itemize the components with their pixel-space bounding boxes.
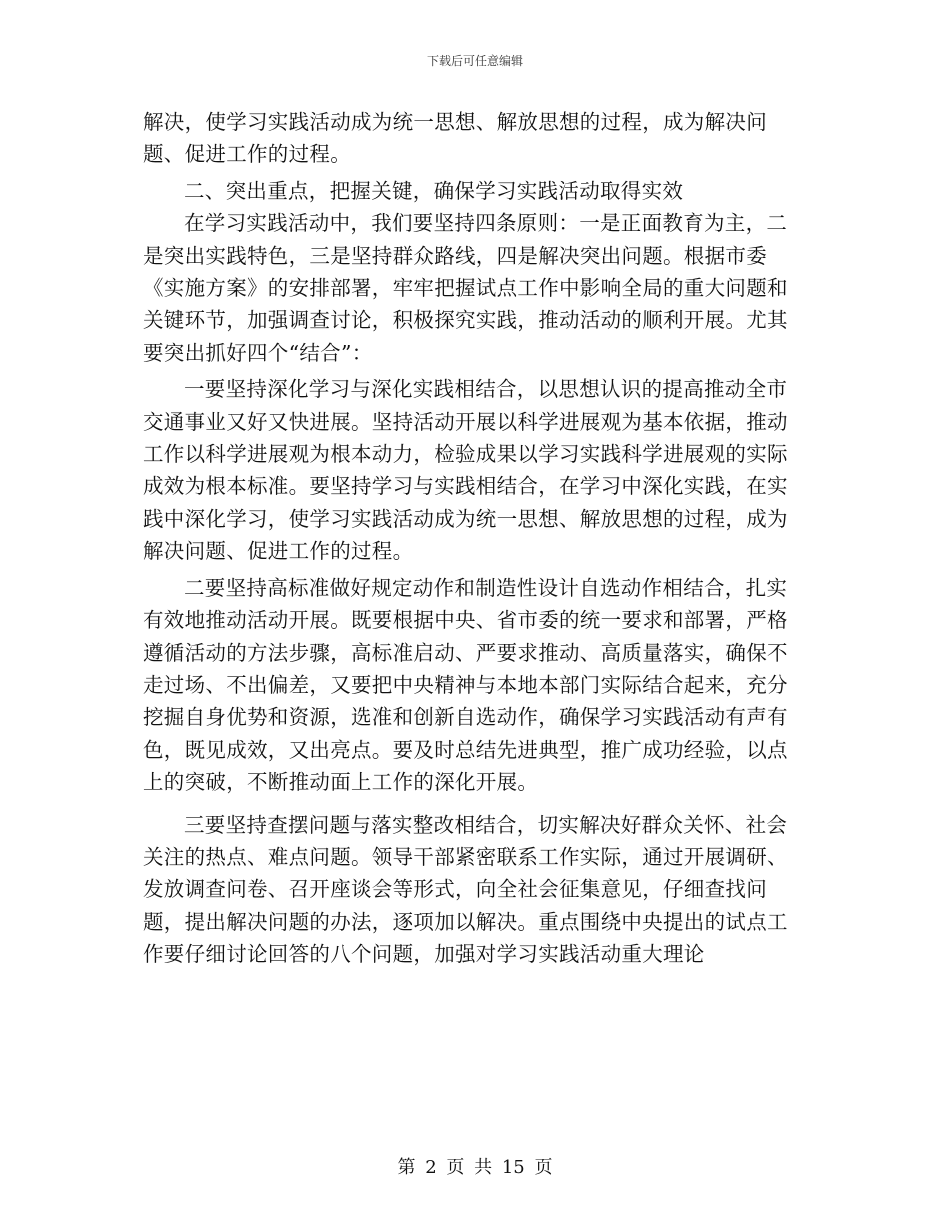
page-number-footer: 第 2 页 共 15 页 [397, 1157, 553, 1178]
paragraph-2: 在学习实践活动中，我们要坚持四条原则：一是正面教育为主，二是突出实践特色，三是坚持群众路线，四是解决突出问题。根据市委《实施方案》的安排部署，牢牢把握试点工作中影响全局的重大问题和关键环节，加强调查讨论，积极探究实践，推动活动的顺利开展。尤其要突出抓好四个“结合”： [143, 211, 788, 365]
section-heading: 二、突出重点，把握关键，确保学习实践活动取得实效 [184, 178, 684, 203]
paragraph-1: 解决，使学习实践活动成为统一思想、解放思想的过程，成为解决问题、促进工作的过程。 [143, 110, 767, 167]
document-body [143, 106, 807, 971]
paragraph-3: 一要坚持深化学习与深化实践相结合，以思想认识的提高推动全市交通事业又好又快进展。坚持活动开展以科学进展观为基本依据，推动工作以科学进展观为根本动力，检验成果以学习实践科学进展观的实际成效为根本标准。要坚持学习与实践相结合，在学习中深化实践，在实践中深化学习，使学习实践活动成为统一思想、解放思想的过程，成为解决问题、促进工作的过程。 [143, 377, 788, 564]
paragraph-4: 二要坚持高标准做好规定动作和制造性设计自选动作相结合，扎实有效地推动活动开展。既要根据中央、省市委的统一要求和部署，严格遵循活动的方法步骤，高标准启动、严要求推动、高质量落实，确保不走过场、不出偏差，又要把中央精神与本地本部门实际结合起来，充分挖掘自身优势和资源，选准和创新自选动作，确保学习实践活动有声有色，既见成效，又出亮点。要及时总结先进典型，推广成功经验，以点上的突破，不断推动面上工作的深化开展。 [143, 575, 788, 795]
paragraph-5: 三要坚持查摆问题与落实整改相结合，切实解决好群众关怀、社会关注的热点、难点问题。领导干部紧密联系工作实际，通过开展调研、发放调查问卷、召开座谈会等形式，向全社会征集意见，仔细查找问题，提出解决问题的办法，逐项加以解决。重点围绕中央提出的试点工作要仔细讨论回答的八个问题，加强对学习实践活动重大理论 [143, 812, 788, 967]
page-header: 下载后可任意编辑 [426, 54, 523, 68]
